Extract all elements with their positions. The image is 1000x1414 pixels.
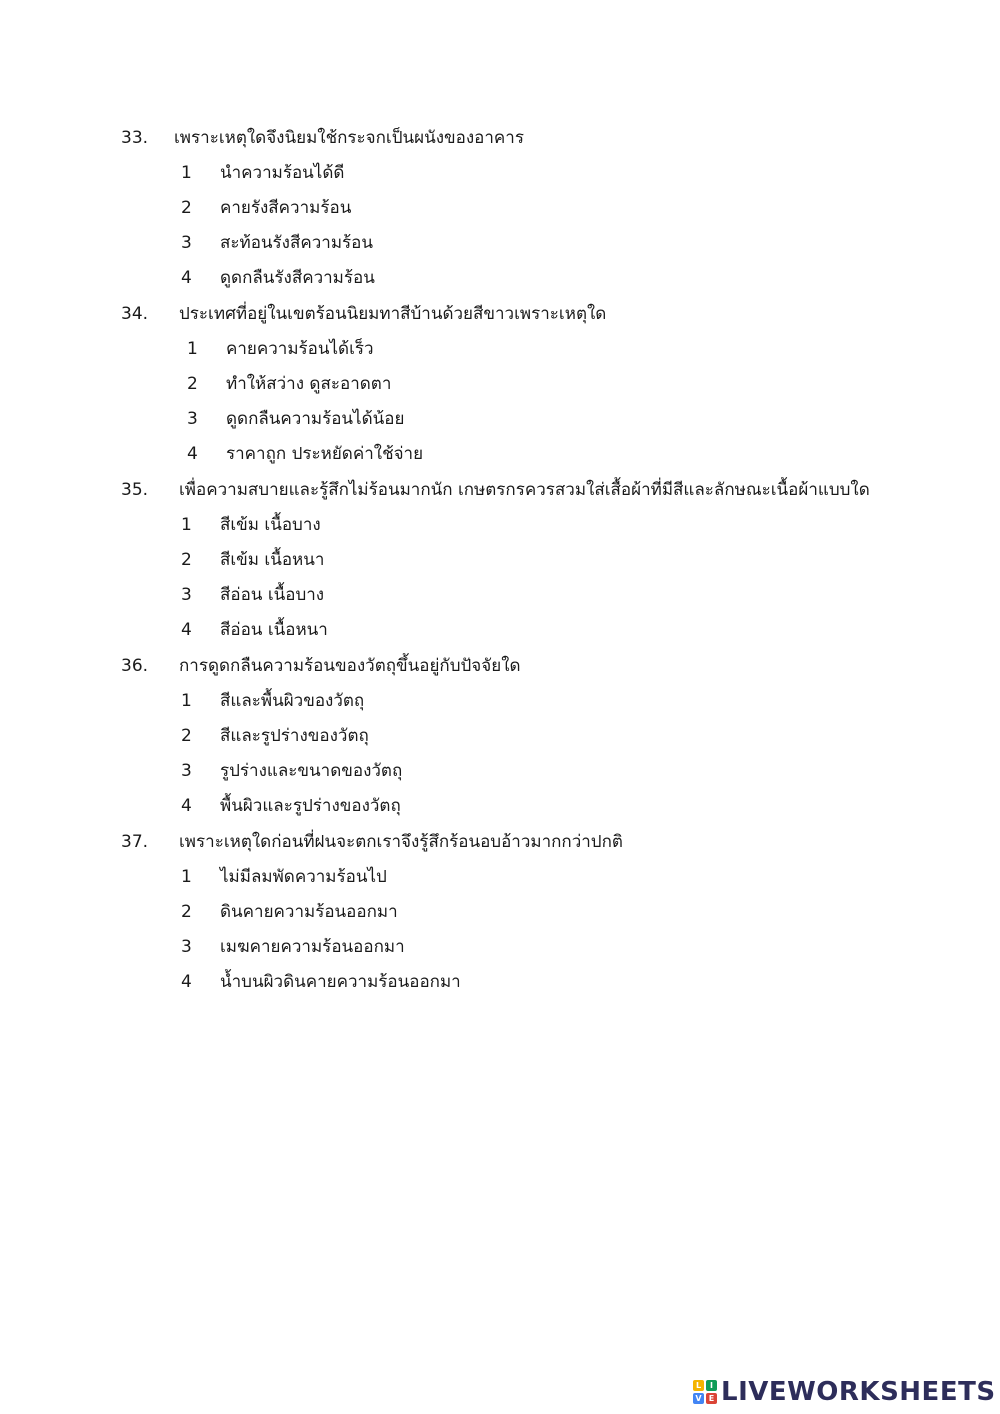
logo-text: LIVEWORKSHEETS bbox=[721, 1377, 996, 1407]
option-text: คายรังสีความร้อน bbox=[220, 198, 352, 218]
option-text: ทำให้สว่าง ดูสะอาดตา bbox=[226, 374, 392, 394]
option-number: 4 bbox=[181, 796, 192, 816]
option-text: ราคาถูก ประหยัดค่าใช้จ่าย bbox=[226, 444, 424, 464]
option-number: 3 bbox=[187, 409, 198, 429]
option-number: 3 bbox=[181, 761, 192, 781]
option-number: 1 bbox=[187, 339, 198, 359]
question-number: 34. bbox=[121, 304, 149, 324]
option-number: 4 bbox=[187, 444, 198, 464]
question-text: ประเทศที่อยู่ในเขตร้อนนิยมทาสีบ้านด้วยสีขาวเพราะเหตุใด bbox=[179, 304, 607, 324]
option-text: สีอ่อน เนื้อบาง bbox=[220, 585, 325, 605]
option-text: ดูดกลืนความร้อนได้น้อย bbox=[226, 409, 405, 429]
option-number: 2 bbox=[181, 902, 192, 922]
question-number: 36. bbox=[121, 656, 149, 676]
option-text: คายความร้อนได้เร็ว bbox=[226, 339, 374, 359]
question-number: 37. bbox=[121, 832, 149, 852]
logo-mark-icon bbox=[693, 1380, 717, 1404]
option-text: นำความร้อนได้ดี bbox=[220, 163, 345, 183]
question-text: เพราะเหตุใดจึงนิยมใช้กระจกเป็นผนังของอาคาร bbox=[174, 128, 524, 148]
option-text: พื้นผิวและรูปร่างของวัตถุ bbox=[220, 796, 401, 816]
option-text: ไม่มีลมพัดความร้อนไป bbox=[220, 867, 387, 887]
option-text: น้ำบนผิวดินคายความร้อนออกมา bbox=[220, 972, 461, 992]
logo-mark-tile: E bbox=[706, 1393, 717, 1404]
question-text: การดูดกลืนความร้อนของวัตถุขึ้นอยู่กับปัจจัยใด bbox=[179, 656, 521, 676]
option-number: 1 bbox=[181, 163, 192, 183]
option-text: รูปร่างและขนาดของวัตถุ bbox=[220, 761, 403, 781]
liveworksheets-logo bbox=[693, 1376, 996, 1408]
option-number: 2 bbox=[187, 374, 198, 394]
option-number: 3 bbox=[181, 937, 192, 957]
question-number: 35. bbox=[121, 480, 149, 500]
option-number: 1 bbox=[181, 515, 192, 535]
option-text: สะท้อนรังสีความร้อน bbox=[220, 233, 373, 253]
question-text: เพื่อความสบายและรู้สึกไม่ร้อนมากนัก เกษตรกรควรสวมใส่เสื้อผ้าที่มีสีและลักษณะเนื้อผ้าแบบใด bbox=[179, 480, 870, 500]
option-text: สีอ่อน เนื้อหนา bbox=[220, 620, 328, 640]
option-text: สีเข้ม เนื้อหนา bbox=[220, 550, 325, 570]
logo-mark-tile: I bbox=[706, 1380, 717, 1391]
option-text: เมฆคายความร้อนออกมา bbox=[220, 937, 405, 957]
option-text: สีและพื้นผิวของวัตถุ bbox=[220, 691, 365, 711]
question-number: 33. bbox=[121, 128, 149, 148]
option-number: 2 bbox=[181, 550, 192, 570]
logo-mark-tile: L bbox=[693, 1380, 704, 1391]
logo-mark-tile: V bbox=[693, 1393, 704, 1404]
option-number: 3 bbox=[181, 233, 192, 253]
option-number: 2 bbox=[181, 726, 192, 746]
option-number: 1 bbox=[181, 867, 192, 887]
option-text: สีเข้ม เนื้อบาง bbox=[220, 515, 321, 535]
option-number: 4 bbox=[181, 268, 192, 288]
option-number: 3 bbox=[181, 585, 192, 605]
option-text: ดินคายความร้อนออกมา bbox=[220, 902, 398, 922]
question-text: เพราะเหตุใดก่อนที่ฝนจะตกเราจึงรู้สึกร้อนอบอ้าวมากกว่าปกติ bbox=[179, 832, 623, 852]
option-text: สีและรูปร่างของวัตถุ bbox=[220, 726, 369, 746]
option-number: 4 bbox=[181, 972, 192, 992]
option-text: ดูดกลืนรังสีความร้อน bbox=[220, 268, 375, 288]
option-number: 2 bbox=[181, 198, 192, 218]
option-number: 4 bbox=[181, 620, 192, 640]
option-number: 1 bbox=[181, 691, 192, 711]
